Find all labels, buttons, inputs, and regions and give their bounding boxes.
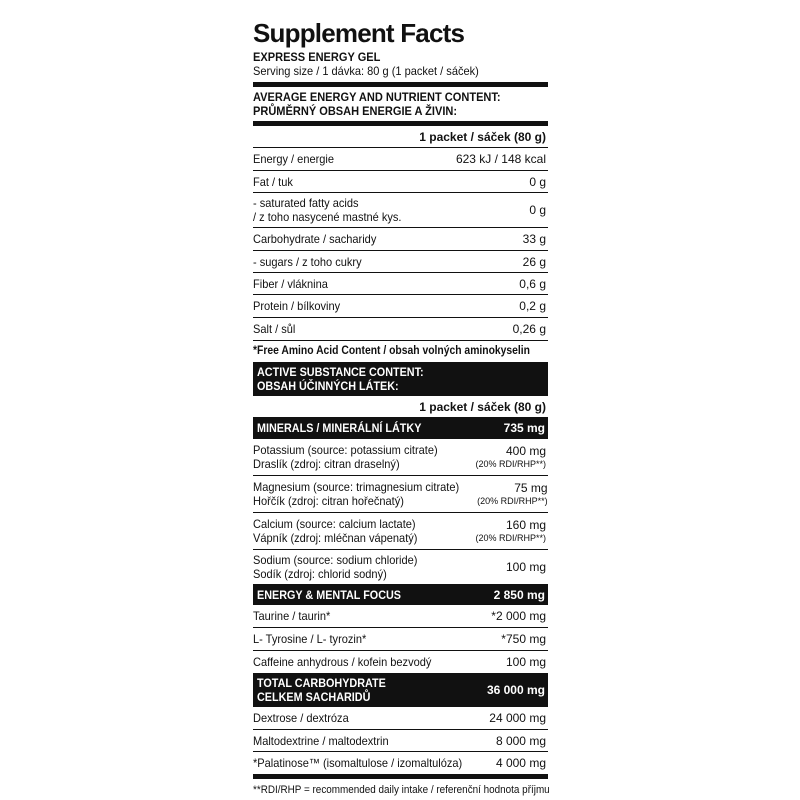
row-label: Caffeine anhydrous / kofein bezvodý: [253, 655, 432, 669]
row-value-rdi: (20% RDI/RHP**): [477, 496, 548, 506]
page-title: Supplement Facts: [253, 18, 465, 48]
nutrient-heading-en: AVERAGE ENERGY AND NUTRIENT CONTENT:: [253, 90, 501, 104]
table-row-fiber: [253, 272, 548, 294]
row-value: 24 000 mg: [489, 711, 546, 725]
row-label-line2: Draslík (zdroj: citran draselný): [253, 457, 400, 471]
row-value: *750 mg: [501, 632, 546, 646]
serving-size: Serving size / 1 dávka: 80 g (1 packet / sáček): [253, 64, 479, 78]
row-label: [253, 443, 438, 471]
row-label: Fiber / vláknina: [253, 276, 328, 291]
table-row-sugars: [253, 250, 548, 272]
row-value-rdi: (20% RDI/RHP**): [475, 533, 546, 543]
row-value: *2 000 mg: [491, 609, 546, 623]
row-value: 623 kJ / 148 kcal: [455, 152, 546, 166]
active-heading-en: ACTIVE SUBSTANCE CONTENT:: [257, 365, 424, 379]
row-value-amount: 75 mg: [514, 481, 548, 495]
active-heading-cz: OBSAH ÚČINNÝCH LÁTEK:: [257, 379, 399, 393]
row-label-line1: Calcium (source: calcium lactate): [253, 517, 416, 531]
active-section-heading: [253, 362, 548, 396]
table-row-saturated-fat: [253, 192, 548, 227]
row-value: 33 g: [522, 232, 546, 246]
row-value-rdi: (20% RDI/RHP**): [475, 459, 546, 469]
row-value: [475, 444, 548, 470]
row-label-line1: - saturated fatty acids: [253, 196, 359, 210]
row-label: [253, 196, 402, 224]
row-label-line2: Sodík (zdroj: chlorid sodný): [253, 567, 387, 581]
table-row-maltodextrine: [253, 729, 548, 751]
row-label-line1: Potassium (source: potassium citrate): [253, 443, 438, 457]
row-label: Taurine / taurin*: [253, 609, 331, 623]
table-row-tyrosine: [253, 627, 548, 650]
table-row-taurine: [253, 605, 548, 627]
band-total: 735 mg: [503, 420, 545, 435]
minerals-band: [253, 417, 548, 438]
row-value-amount: 400 mg: [505, 444, 546, 458]
row-label-line2: Hořčík (zdroj: citran hořečnatý): [253, 494, 404, 508]
row-label: - sugars / z toho cukry: [253, 254, 362, 269]
energy-focus-band: [253, 584, 548, 605]
table-row-caffeine: [253, 650, 548, 673]
row-label: Salt / sůl: [253, 322, 296, 336]
table-row-potassium: [253, 438, 548, 475]
row-value: [475, 518, 548, 544]
row-label: L- Tyrosine / L- tyrozin*: [253, 632, 367, 646]
band-label-line1: TOTAL CARBOHYDRATE: [257, 676, 386, 690]
row-value: 8 000 mg: [495, 733, 546, 748]
table-row-calcium: [253, 512, 548, 549]
amino-acid-note-text: *Free Amino Acid Content / obsah volných aminokyselin: [253, 345, 531, 357]
active-column-header: 1 packet / sáček (80 g): [419, 400, 546, 414]
table-row-sodium: [253, 549, 548, 584]
row-label: [253, 480, 459, 508]
row-value-amount: 160 mg: [505, 518, 546, 532]
table-row-energy: [253, 147, 548, 170]
row-label: Dextrose / dextróza: [253, 711, 349, 725]
row-value: 0 g: [529, 203, 546, 217]
supplement-facts-panel: [253, 18, 548, 797]
table-row-fat: [253, 170, 548, 192]
table-row-dextrose: [253, 707, 548, 729]
row-label-line2: / z toho nasycené mastné kys.: [253, 210, 402, 224]
table-row-magnesium: [253, 475, 548, 512]
row-value: 0 g: [529, 174, 546, 189]
band-label: MINERALS / MINERÁLNÍ LÁTKY: [257, 420, 422, 435]
row-label: Fat / tuk: [253, 174, 293, 189]
band-total: 2 850 mg: [493, 587, 545, 602]
row-value: 0,2 g: [519, 299, 546, 313]
nutrient-heading-cz: PRŮMĚRNÝ OBSAH ENERGIE A ŽIVIN:: [253, 104, 458, 118]
row-label: *Palatinose™ (isomaltulose / izomaltulóza): [253, 756, 463, 770]
row-value: 0,26 g: [512, 322, 546, 336]
product-name: EXPRESS ENERGY GEL: [253, 50, 381, 64]
nutrient-section-heading: [253, 87, 548, 121]
row-label-line2: Vápník (zdroj: mléčnan vápenatý): [253, 531, 418, 545]
total-carbohydrate-band: [253, 673, 548, 707]
band-label: ENERGY & MENTAL FOCUS: [257, 587, 402, 602]
table-row-salt: [253, 317, 548, 340]
table-row-carbohydrate: [253, 227, 548, 250]
row-label-line1: Sodium (source: sodium chloride): [253, 553, 418, 567]
table-row-palatinose: [253, 751, 548, 774]
row-value: 0,6 g: [519, 276, 546, 291]
row-label: [253, 553, 417, 581]
row-label-line1: Magnesium (source: trimagnesium citrate): [253, 480, 460, 494]
row-label: Protein / bílkoviny: [253, 299, 341, 313]
row-label: Maltodextrine / maltodextrin: [253, 733, 389, 748]
band-label: [257, 676, 386, 704]
row-value: 4 000 mg: [495, 756, 546, 770]
row-label: [253, 517, 417, 545]
band-total: 36 000 mg: [486, 683, 545, 697]
row-value: 100 mg: [505, 655, 546, 669]
row-value: 26 g: [522, 254, 546, 269]
row-value: [477, 481, 550, 507]
rdi-footnote-text: **RDI/RHP = recommended daily intake / referenční hodnota příjmu: [253, 784, 550, 796]
row-label: Carbohydrate / sacharidy: [253, 232, 377, 246]
rdi-footnote: [253, 779, 548, 797]
amino-acid-note: [253, 340, 548, 362]
row-label: Energy / energie: [253, 152, 335, 166]
nutrient-column-header: 1 packet / sáček (80 g): [419, 130, 546, 144]
table-row-protein: [253, 294, 548, 317]
band-label-line2: CELKEM SACHARIDŮ: [257, 690, 371, 704]
row-value: 100 mg: [505, 560, 546, 574]
